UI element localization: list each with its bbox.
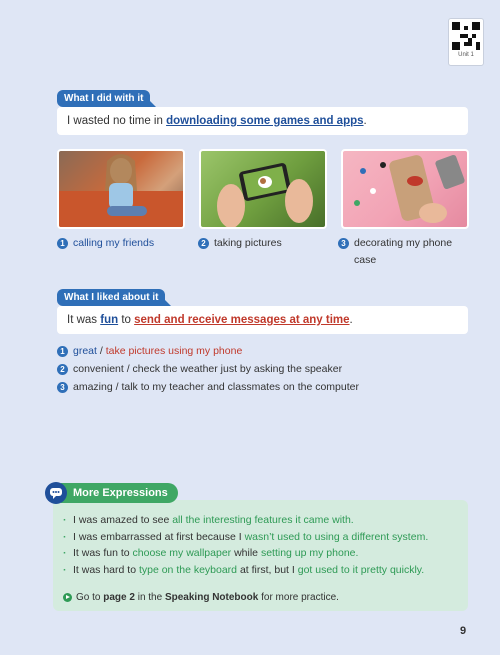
sentence-key-phrase: send and receive messages at any time <box>134 314 350 326</box>
caption-line-2: case <box>354 254 377 266</box>
expressions-list <box>63 512 428 578</box>
sentence-period: . <box>363 115 367 127</box>
qr-code[interactable] <box>448 18 484 66</box>
alt-separator: / <box>96 345 106 357</box>
alt-adjective: great <box>73 345 97 357</box>
speech-bubble-icon <box>45 482 67 504</box>
list-item <box>57 343 359 361</box>
expr-text: It was fun to <box>73 547 133 559</box>
number-badge: 3 <box>57 382 68 393</box>
number-badge: 1 <box>57 238 68 249</box>
alt-phrase: take pictures using my phone <box>105 345 243 357</box>
more-expressions-tag <box>45 481 178 505</box>
photo-decorating-case <box>341 149 469 229</box>
expr-highlight: wasn’t used to using a different system. <box>244 530 429 543</box>
photo-taking-picture <box>199 149 327 229</box>
bullet-icon: · <box>63 563 67 576</box>
expr-text: It was hard to <box>73 563 139 576</box>
list-item <box>63 512 428 529</box>
sentence-text-mid: to <box>118 314 135 326</box>
alternatives-list <box>57 343 359 397</box>
expr-highlight: choose my wallpaper <box>132 547 232 559</box>
section-tag-what-i-liked: What I liked about it <box>57 289 165 306</box>
more-expressions-title: More Expressions <box>61 483 178 503</box>
note-text: for more practice. <box>258 592 339 603</box>
section-tag-what-i-did: What I did with it <box>57 90 150 107</box>
sentence-bar-what-i-liked <box>57 306 468 334</box>
number-badge: 2 <box>198 238 209 249</box>
bullet-icon: · <box>63 547 67 559</box>
note-text: in the <box>134 592 165 603</box>
bullet-icon: · <box>63 530 67 543</box>
sentence-key-phrase: downloading some games and apps <box>166 115 364 127</box>
expr-text: I was amazed to see <box>73 514 173 526</box>
note-book-ref: Speaking Notebook <box>164 592 259 603</box>
caption-text <box>354 235 452 269</box>
expr-highlight: all the interesting features it came with. <box>172 514 354 526</box>
photo-girl-on-sofa <box>57 149 185 229</box>
list-item <box>63 529 428 546</box>
number-badge: 1 <box>57 346 68 357</box>
bullet-icon: · <box>63 514 67 526</box>
number-badge: 2 <box>57 364 68 375</box>
sentence-bar-what-i-did <box>57 107 468 135</box>
unit-label: Unit 1 <box>458 52 474 58</box>
photo-caption-3 <box>338 235 452 269</box>
list-item <box>63 545 428 562</box>
list-item <box>57 379 359 397</box>
expr-highlight: setting up my phone. <box>260 547 359 559</box>
expr-highlight: type on the keyboard <box>138 563 238 576</box>
sentence-adjective: fun <box>100 314 119 326</box>
arrow-right-icon <box>63 593 72 602</box>
caption-line-1: decorating my phone <box>354 237 453 249</box>
photo-caption-2 <box>198 235 282 252</box>
caption-text: calling my friends <box>73 237 155 249</box>
expr-highlight: got used to it pretty quickly. <box>297 563 425 576</box>
expr-text: I was embarrassed at first because I <box>73 530 245 543</box>
practice-note <box>63 592 339 603</box>
list-item <box>57 361 359 379</box>
caption-text: taking pictures <box>214 237 282 249</box>
list-item <box>63 562 428 579</box>
photo-caption-1 <box>57 235 154 252</box>
sentence-period: . <box>349 314 353 326</box>
note-page-ref: page 2 <box>103 592 135 603</box>
expr-text: at first, but I <box>237 563 298 576</box>
sentence-text: It was <box>67 314 101 326</box>
qr-code-icon <box>452 22 480 50</box>
note-text: Go to <box>76 592 104 603</box>
page-number: 9 <box>460 625 467 637</box>
expr-text: while <box>231 547 261 559</box>
alt-text: amazing / talk to my teacher and classmates on the computer <box>73 381 359 393</box>
sentence-text: I wasted no time in <box>67 115 167 127</box>
alt-text: convenient / check the weather just by asking the speaker <box>73 363 343 375</box>
number-badge: 3 <box>338 238 349 249</box>
